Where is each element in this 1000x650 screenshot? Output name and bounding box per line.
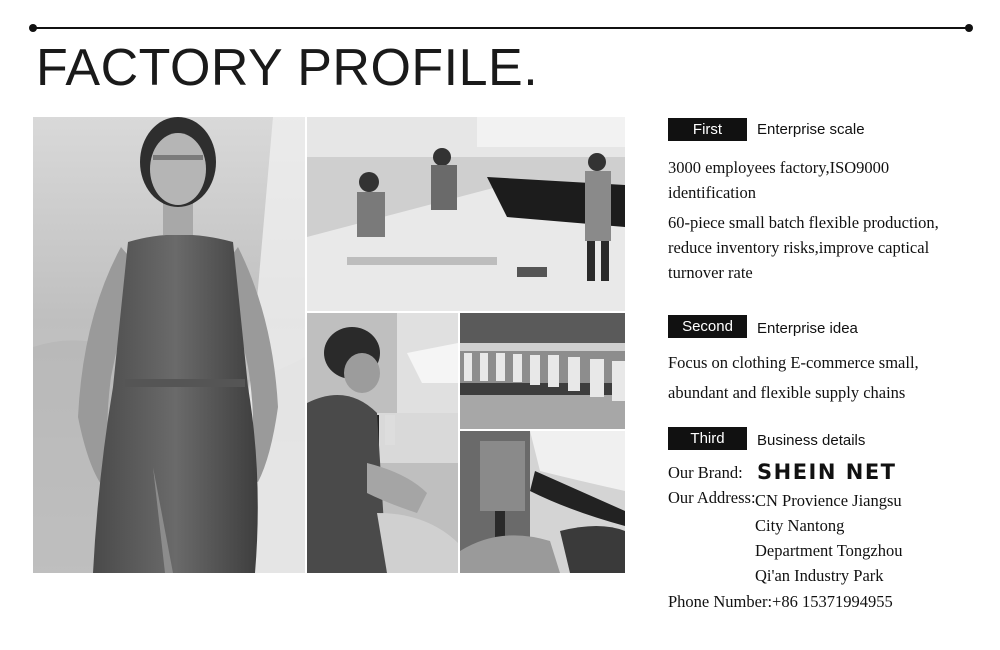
address-label: Our Address: (668, 488, 756, 507)
text-line: 3000 employees factory,ISO9000 (668, 158, 890, 177)
sewing-worker-photo (307, 313, 458, 573)
section-title-business-details: Business details (757, 432, 866, 449)
page-title: FACTORY PROFILE. (36, 39, 539, 97)
text-line: reduce inventory risks,improve captical (668, 238, 930, 257)
text-line: abundant and flexible supply chains (668, 383, 906, 402)
section-tag-second: Second (668, 315, 747, 338)
text-line: Focus on clothing E-commerce small, (668, 353, 919, 372)
enterprise-idea-text (668, 348, 919, 408)
section-tag-third: Third (668, 427, 747, 450)
section-tag-first: First (668, 118, 747, 141)
address-line: City Nantong (755, 516, 845, 535)
text-line: identification (668, 183, 756, 202)
text-line: 60-piece small batch flexible production, (668, 213, 939, 232)
model-photo (33, 117, 305, 573)
brand-label: Our Brand: (668, 463, 743, 482)
text-line: turnover rate (668, 263, 753, 282)
embroidery-machines-photo (460, 313, 625, 429)
top-divider (33, 27, 969, 29)
address-block (755, 488, 902, 588)
sewing-machine-closeup-photo (460, 431, 625, 573)
address-line: Department Tongzhou (755, 541, 903, 560)
workshop-cutting-photo (307, 117, 625, 311)
brand-name: SHEIN NET (757, 460, 897, 484)
phone-number: Phone Number:+86 15371994955 (668, 592, 893, 611)
address-line: Qi'an Industry Park (755, 566, 884, 585)
section-title-enterprise-idea: Enterprise idea (757, 320, 858, 337)
address-line: CN Provience Jiangsu (755, 491, 902, 510)
enterprise-scale-text (668, 155, 939, 285)
section-title-enterprise-scale: Enterprise scale (757, 121, 865, 138)
divider-dot-left (29, 24, 37, 32)
divider-dot-right (965, 24, 973, 32)
